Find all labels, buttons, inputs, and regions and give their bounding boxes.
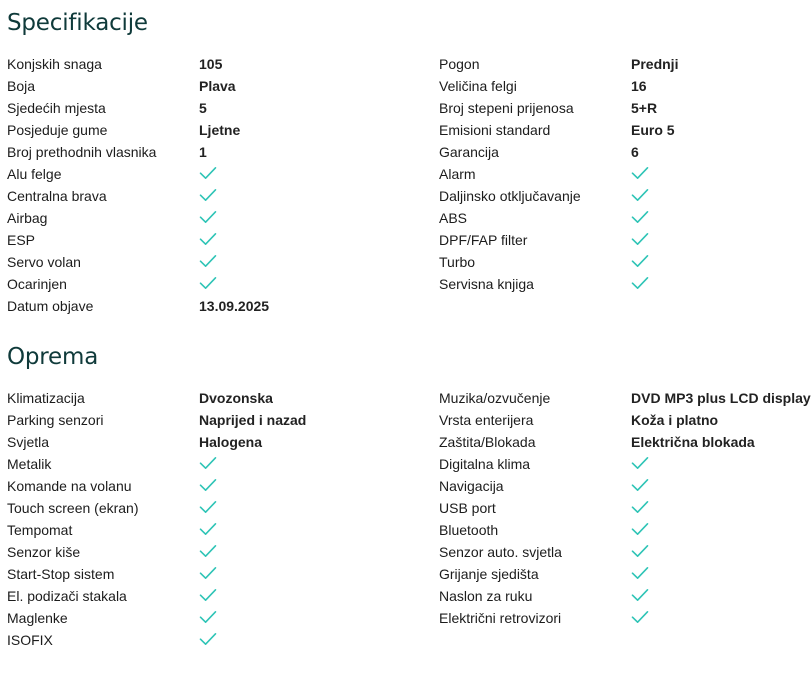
spec-label: Broj stepeni prijenosa: [439, 100, 574, 116]
check-icon: [199, 229, 217, 251]
oprema-title: Oprema: [7, 344, 99, 370]
spec-row: [0, 97, 812, 119]
check-icon: [199, 251, 217, 273]
spec-label: Zaštita/Blokada: [439, 434, 536, 450]
spec-value: 105: [199, 56, 223, 72]
check-icon: [631, 541, 649, 563]
spec-row: [0, 607, 812, 629]
spec-label: Alarm: [439, 166, 476, 182]
check-icon: [199, 453, 217, 475]
spec-row: [0, 295, 812, 317]
check-icon: [199, 632, 217, 654]
check-icon: [199, 541, 217, 563]
spec-row: [0, 119, 812, 141]
check-icon: [199, 475, 217, 497]
spec-value: Naprijed i nazad: [199, 412, 307, 428]
oprema-table: [0, 387, 812, 651]
check-icon: [199, 585, 217, 607]
spec-label: Pogon: [439, 56, 480, 72]
spec-value: Ljetne: [199, 122, 241, 138]
spec-value: Euro 5: [631, 122, 675, 138]
spec-label: Bluetooth: [439, 522, 499, 538]
spec-label: Tempomat: [7, 522, 73, 538]
spec-value: 1: [199, 144, 207, 160]
spec-row: [0, 251, 812, 273]
spec-label: Centralna brava: [7, 188, 107, 204]
spec-label: Servisna knjiga: [439, 276, 534, 292]
check-icon: [631, 497, 649, 519]
spec-row: [0, 75, 812, 97]
spec-row: [0, 519, 812, 541]
spec-row: [0, 141, 812, 163]
check-icon: [631, 563, 649, 585]
check-icon: [199, 497, 217, 519]
spec-label: Električni retrovizori: [439, 610, 562, 626]
spec-label: Veličina felgi: [439, 78, 517, 94]
spec-value: 5+R: [631, 100, 658, 116]
spec-label: ESP: [7, 232, 36, 248]
spec-label: Garancija: [439, 144, 499, 160]
check-icon: [631, 453, 649, 475]
spec-value: 16: [631, 78, 647, 94]
specifikacije-title: Specifikacije: [7, 10, 148, 36]
check-icon: [199, 563, 217, 585]
check-icon: [631, 185, 649, 207]
spec-value: 6: [631, 144, 639, 160]
spec-label: Grijanje sjedišta: [439, 566, 539, 582]
spec-value: 5: [199, 100, 207, 116]
spec-value: DVD MP3 plus LCD display: [631, 390, 811, 406]
check-icon: [199, 519, 217, 541]
spec-label: Boja: [7, 78, 36, 94]
spec-label: ISOFIX: [7, 632, 53, 648]
spec-label: Senzor kiše: [7, 544, 81, 560]
spec-label: Daljinsko otključavanje: [439, 188, 581, 204]
spec-label: Maglenke: [7, 610, 68, 626]
spec-label: El. podizači stakala: [7, 588, 127, 604]
spec-row: [0, 563, 812, 585]
spec-label: Senzor auto. svjetla: [439, 544, 562, 560]
spec-value: Dvozonska: [199, 390, 273, 406]
spec-row: [0, 229, 812, 251]
spec-value: Plava: [199, 78, 236, 94]
check-icon: [631, 207, 649, 229]
spec-row: [0, 163, 812, 185]
spec-row: [0, 585, 812, 607]
spec-value: Električna blokada: [631, 434, 755, 450]
check-icon: [199, 207, 217, 229]
spec-label: Sjedećih mjesta: [7, 100, 106, 116]
check-icon: [631, 585, 649, 607]
check-icon: [631, 229, 649, 251]
spec-row: [0, 207, 812, 229]
spec-row: [0, 475, 812, 497]
spec-label: Airbag: [7, 210, 48, 226]
spec-value: Koža i platno: [631, 412, 719, 428]
check-icon: [631, 251, 649, 273]
check-icon: [631, 273, 649, 295]
check-icon: [631, 475, 649, 497]
spec-label: USB port: [439, 500, 496, 516]
spec-label: Parking senzori: [7, 412, 104, 428]
spec-value: 13.09.2025: [199, 298, 270, 314]
spec-label: Posjeduje gume: [7, 122, 108, 138]
spec-label: Navigacija: [439, 478, 504, 494]
spec-label: Start-Stop sistem: [7, 566, 115, 582]
spec-label: Klimatizacija: [7, 390, 85, 406]
spec-label: Vrsta enterijera: [439, 412, 534, 428]
spec-label: Servo volan: [7, 254, 81, 270]
check-icon: [199, 607, 217, 629]
check-icon: [199, 629, 217, 651]
spec-row: [0, 53, 812, 75]
spec-label: DPF/FAP filter: [439, 232, 528, 248]
spec-label: Svjetla: [7, 434, 50, 450]
spec-label: Muzika/ozvučenje: [439, 390, 551, 406]
spec-label: Ocarinjen: [7, 276, 67, 292]
spec-label: Naslon za ruku: [439, 588, 533, 604]
spec-label: Datum objave: [7, 298, 94, 314]
spec-value: Halogena: [199, 434, 263, 450]
spec-label: Emisioni standard: [439, 122, 551, 138]
check-icon: [631, 519, 649, 541]
spec-value: Prednji: [631, 56, 679, 72]
check-icon: [199, 273, 217, 295]
spec-row: [0, 453, 812, 475]
spec-row: [0, 185, 812, 207]
spec-label: Alu felge: [7, 166, 62, 182]
spec-label: Metalik: [7, 456, 52, 472]
spec-row: [0, 273, 812, 295]
check-icon: [199, 185, 217, 207]
check-icon: [199, 163, 217, 185]
spec-row: [0, 431, 812, 453]
spec-label: Komande na volanu: [7, 478, 132, 494]
check-icon: [631, 607, 649, 629]
spec-label: ABS: [439, 210, 468, 226]
spec-row: [0, 629, 812, 651]
spec-label: Touch screen (ekran): [7, 500, 139, 516]
spec-row: [0, 409, 812, 431]
spec-row: [0, 387, 812, 409]
spec-row: [0, 497, 812, 519]
spec-label: Digitalna klima: [439, 456, 531, 472]
specifikacije-table: [0, 53, 812, 317]
check-icon: [631, 163, 649, 185]
spec-row: [0, 541, 812, 563]
spec-label: Turbo: [439, 254, 476, 270]
spec-label: Broj prethodnih vlasnika: [7, 144, 157, 160]
spec-label: Konjskih snaga: [7, 56, 102, 72]
